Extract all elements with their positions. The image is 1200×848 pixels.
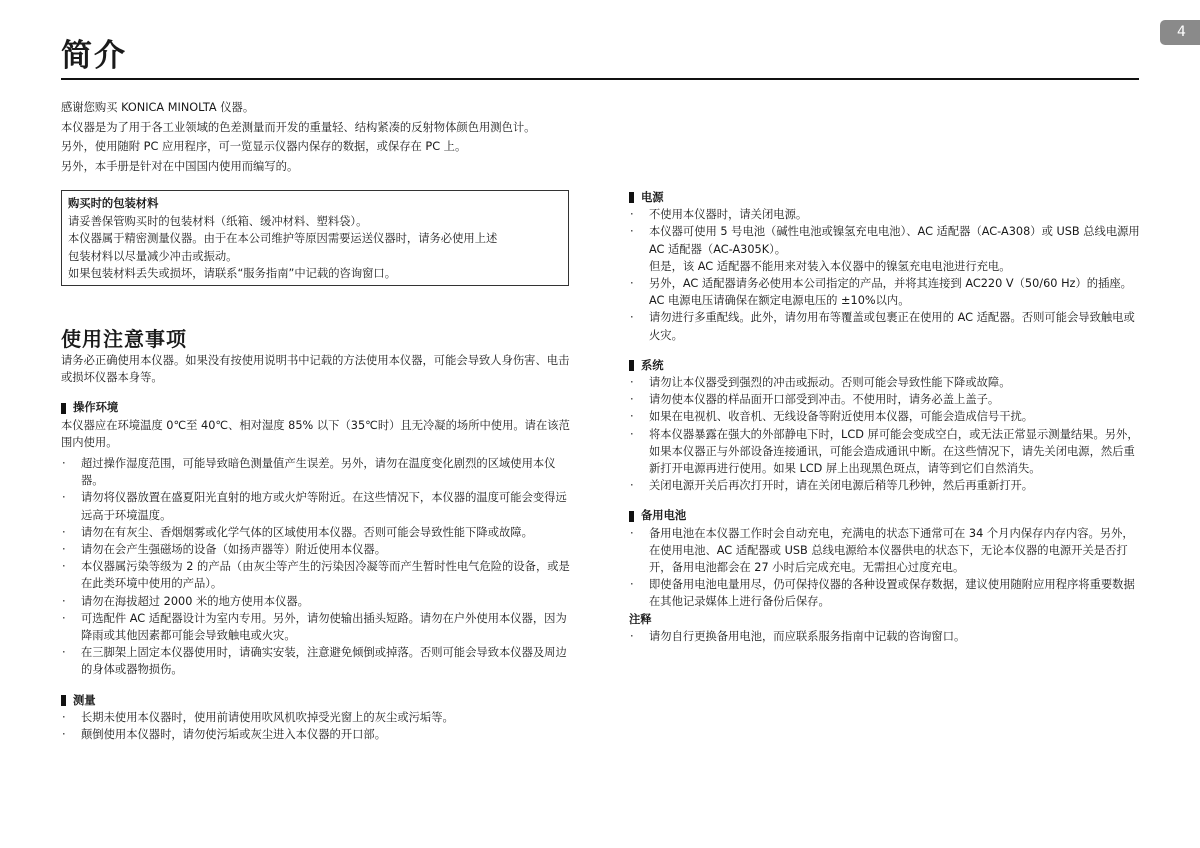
- list-item: [629, 477, 1141, 494]
- note-list: [629, 628, 1141, 645]
- list-item: [61, 593, 571, 610]
- section-marker-icon: [61, 403, 66, 414]
- list-item-text: 请勿进行多重配线。此外，请勿用布等覆盖或包裹正在使用的 AC 适配器。否则可能会导致触电或火灾。: [649, 311, 1135, 342]
- bullet-icon: ·: [630, 427, 634, 441]
- bullet-icon: ·: [62, 611, 66, 625]
- list-item: [61, 558, 571, 592]
- list-item-text: 颠倒使用本仪器时，请勿使污垢或灰尘进入本仪器的开口部。: [81, 728, 387, 742]
- intro-line: 本仪器是为了用于各工业领域的色差测量而开发的重量轻、结构紧凑的反射物体颜色用测色计。: [61, 120, 536, 134]
- list-item-text: 请勿自行更换备用电池，而应联系服务指南中记载的咨询窗口。: [649, 629, 966, 643]
- intro-paragraph: [61, 98, 621, 176]
- section-marker-icon: [629, 360, 634, 371]
- list-item: [629, 206, 1141, 223]
- packaging-line: 如果包装材料丢失或损坏，请联系“服务指南”中记载的咨询窗口。: [68, 267, 397, 280]
- bullet-icon: ·: [62, 457, 66, 471]
- bullet-icon: ·: [630, 629, 634, 643]
- list-item: [61, 524, 571, 541]
- section-heading: [61, 399, 571, 416]
- list-item-text: 即使备用电池电量用尽，仍可保持仪器的各种设置或保存数据，建议使用随附应用程序将重要数据在其他记录媒体上进行备份后保存。: [649, 578, 1135, 609]
- bullet-icon: ·: [630, 208, 634, 222]
- section-heading: [61, 692, 571, 709]
- section-heading: [629, 507, 1141, 524]
- section-heading-text: 电源: [641, 191, 664, 204]
- bullet-icon: ·: [630, 225, 634, 239]
- page-title: 简介: [61, 38, 127, 74]
- list-item-text: 将本仪器暴露在强大的外部静电下时，LCD 屏可能会变成空白，或无法正常显示测量结果。另外，如果本仪器正与外部设备连接通讯，可能会造成通讯中断。在这些情况下，请先关闭电源，然后重新打开电源再进行使用。如果 LCD 屏上出现黑色斑点，请等到它们自然消失。: [649, 427, 1139, 476]
- list-item: [61, 610, 571, 644]
- bullet-icon: ·: [62, 728, 66, 742]
- packaging-box-title: 购买时的包装材料: [68, 197, 159, 210]
- bullet-icon: ·: [62, 560, 66, 574]
- list-item-text: 请勿在海拔超过 2000 米的地方使用本仪器。: [81, 594, 309, 608]
- section-heading-text: 备用电池: [641, 509, 687, 523]
- system-list: [629, 374, 1141, 494]
- packaging-line: 本仪器属于精密测量仪器。由于在本公司维护等原因需要运送仪器时，请务必使用上述: [68, 232, 498, 245]
- bullet-icon: ·: [630, 311, 634, 325]
- bullet-icon: ·: [62, 594, 66, 608]
- list-item: [629, 628, 1141, 645]
- backup-battery-list: [629, 525, 1141, 611]
- list-item: [629, 223, 1141, 257]
- power-list: [629, 206, 1141, 258]
- bullet-icon: ·: [630, 393, 634, 407]
- list-item-text: 不使用本仪器时，请关闭电源。: [649, 208, 808, 222]
- list-item: [629, 426, 1141, 478]
- section-heading-text: 系统: [641, 358, 664, 372]
- measurement-list: [61, 709, 571, 743]
- right-column: [629, 189, 1141, 658]
- list-item: [61, 726, 571, 743]
- list-item-text: 本仪器属污染等级为 2 的产品（由灰尘等产生的污染因冷凝等而产生暂时性电气危险的设备，或是在此类环境中使用的产品）。: [81, 560, 570, 591]
- list-item: [61, 644, 571, 678]
- list-item-text: 本仪器可使用 5 号电池（碱性电池或镍氢充电电池）、AC 适配器（AC-A308）或 USB 总线电源用 AC 适配器（AC-A305K）。: [649, 225, 1140, 256]
- list-item-text: 请勿使本仪器的样品面开口部受到冲击。不使用时，请务必盖上盖子。: [649, 393, 1000, 407]
- list-item-text: 如果在电视机、收音机、无线设备等附近使用本仪器，可能会造成信号干扰。: [649, 410, 1034, 424]
- list-item: [629, 309, 1141, 343]
- list-item-text: 另外，AC 适配器请务必使用本公司指定的产品，并将其连接到 AC220 V（50/60 Hz）的插座。AC 电源电压请确保在额定电源电压的 ±10%以内。: [649, 277, 1132, 308]
- section-marker-icon: [629, 192, 634, 203]
- list-item: [61, 709, 571, 726]
- list-item-text: 在三脚架上固定本仪器使用时，请确实安装，注意避免倾倒或掉落。否则可能会导致本仪器及周边的身体或器物损伤。: [81, 646, 567, 677]
- operating-env-list: [61, 455, 571, 679]
- list-item-text: 请勿在会产生强磁场的设备（如扬声器等）附近使用本仪器。: [81, 543, 387, 557]
- note-heading: 注释: [629, 612, 652, 626]
- list-item-text: 长期未使用本仪器时，使用前请使用吹风机吹掉受光窗上的灰尘或污垢等。: [81, 710, 454, 724]
- section-marker-icon: [61, 695, 66, 706]
- list-item-text: 可选配件 AC 适配器设计为室内专用。另外，请勿使输出插头短路。请勿在户外使用本仪器，因为降雨或其他因素都可能会导致触电或火灾。: [81, 611, 567, 643]
- section-power: [629, 189, 1141, 344]
- section-heading-text: 操作环境: [73, 401, 119, 415]
- bullet-icon: ·: [62, 543, 66, 557]
- page-number-badge: 4: [1160, 20, 1200, 45]
- list-item-text: 备用电池在本仪器工作时会自动充电，充满电的状态下通常可在 34 个月内保存内存内容。另外，在使用电池、AC 适配器或 USB 总线电源给本仪器供电的状态下，无论本仪器的电源开关是否打开，备用电池都会在 27 小时后完成充电。无需担心过度充电。: [649, 526, 1134, 575]
- section-heading: [629, 357, 1141, 374]
- precautions-heading: 使用注意事项: [61, 326, 187, 351]
- list-item-text: 关闭电源开关后再次打开时，请在关闭电源后稍等几秒钟，然后再重新打开。: [649, 479, 1034, 493]
- list-item-text: 请勿在有灰尘、香烟烟雾或化学气体的区域使用本仪器。否则可能会导致性能下降或故障。: [81, 525, 533, 539]
- section-backup-battery: [629, 507, 1141, 645]
- intro-line: 另外，使用随附 PC 应用程序，可一览显示仪器内保存的数据，或保存在 PC 上。: [61, 140, 467, 153]
- list-item-text: 请勿将仪器放置在盛夏阳光直射的地方或火炉等附近。在这些情况下，本仪器的温度可能会变得远远高于环境温度。: [81, 491, 567, 522]
- intro-line: 另外，本手册是针对在中国国内使用而编写的。: [61, 159, 299, 173]
- bullet-icon: ·: [630, 410, 634, 424]
- bullet-icon: ·: [62, 646, 66, 660]
- intro-line: 感谢您购买 KONICA MINOLTA 仪器。: [61, 101, 255, 114]
- list-item: [629, 408, 1141, 425]
- list-item: [629, 576, 1141, 610]
- bullet-icon: ·: [630, 526, 634, 540]
- packaging-line: 包装材料以尽量减少冲击或振动。: [68, 249, 238, 263]
- list-item: [629, 275, 1141, 309]
- bullet-icon: ·: [630, 578, 634, 592]
- left-column: [61, 352, 571, 756]
- list-item-text: 超过操作湿度范围，可能导致暗色测量值产生误差。另外，请勿在温度变化剧烈的区域使用本仪器。: [81, 457, 556, 488]
- section-heading-text: 测量: [73, 693, 96, 707]
- list-item: [61, 541, 571, 558]
- precautions-intro: 请务必正确使用本仪器。如果没有按使用说明书中记载的方法使用本仪器，可能会导致人身伤害、电击或损坏仪器本身等。: [61, 354, 570, 385]
- bullet-icon: ·: [630, 376, 634, 390]
- bullet-icon: ·: [62, 525, 66, 539]
- section-marker-icon: [629, 511, 634, 522]
- section-measurement: [61, 692, 571, 744]
- packaging-line: 请妥善保管购买时的包装材料（纸箱、缓冲材料、塑料袋）。: [68, 214, 368, 228]
- power-list-cont: [629, 275, 1141, 344]
- section-operating-environment: [61, 399, 571, 678]
- list-item: [629, 391, 1141, 408]
- bullet-icon: ·: [630, 479, 634, 493]
- bullet-icon: ·: [630, 277, 634, 291]
- bullet-icon: ·: [62, 710, 66, 724]
- operating-env-text: 本仪器应在环境温度 0℃至 40℃、相对湿度 85% 以下（35℃时）且无冷凝的场所中使用。请在该范围内使用。: [61, 418, 570, 449]
- list-item: [629, 374, 1141, 391]
- bullet-icon: ·: [62, 491, 66, 505]
- list-item: [629, 525, 1141, 577]
- section-system: [629, 357, 1141, 495]
- power-continuation: 但是，该 AC 适配器不能用来对装入本仪器中的镍氢充电电池进行充电。: [649, 259, 1011, 273]
- list-item-text: 请勿让本仪器受到强烈的冲击或振动。否则可能会导致性能下降或故障。: [649, 376, 1011, 390]
- list-item: [61, 489, 571, 523]
- section-heading: [629, 189, 1141, 206]
- title-divider: [61, 78, 1139, 80]
- list-item: [61, 455, 571, 489]
- packaging-notice-box: [61, 190, 569, 286]
